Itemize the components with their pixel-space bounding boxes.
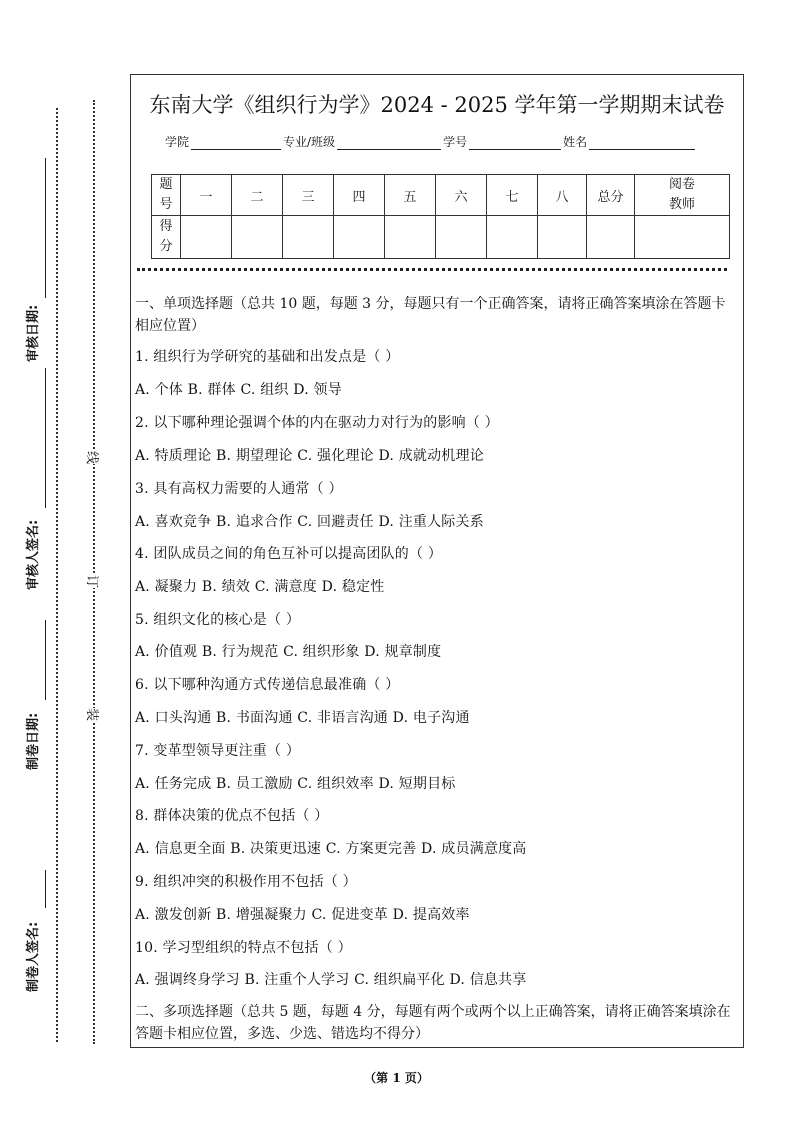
col-header: 六 — [436, 175, 487, 216]
student-info-row — [165, 133, 697, 150]
question-options: A. 凝聚力 B. 绩效 C. 满意度 D. 稳定性 — [135, 579, 385, 595]
question-options: A. 口头沟通 B. 书面沟通 C. 非语言沟通 D. 电子沟通 — [135, 710, 470, 726]
question-text: 8. 群体决策的优点不包括（ ） — [135, 808, 329, 824]
question-text: 5. 组织文化的核心是（ ） — [135, 612, 301, 628]
score-cell[interactable] — [436, 216, 487, 259]
question-options: A. 激发创新 B. 增强凝聚力 C. 促进变革 D. 提高效率 — [135, 907, 470, 923]
question-options: A. 价值观 B. 行为规范 C. 组织形象 D. 规章制度 — [135, 644, 442, 660]
question-options: A. 个体 B. 群体 C. 组织 D. 领导 — [135, 382, 342, 398]
dotted-separator — [137, 268, 727, 271]
cut-mark-zhuang: 装 — [84, 708, 103, 721]
question-text: 2. 以下哪种理论强调个体的内在驱动力对行为的影响（ ） — [135, 415, 499, 431]
score-cell[interactable] — [385, 216, 436, 259]
student-id-field[interactable] — [469, 137, 561, 150]
score-cell[interactable] — [232, 216, 283, 259]
reviewer-date-line — [45, 158, 46, 298]
cut-mark-ding: 订 — [84, 575, 103, 588]
name-label: 姓名 — [563, 135, 588, 149]
student-id-label: 学号 — [443, 135, 468, 149]
score-cell[interactable] — [587, 216, 635, 259]
col-header: 五 — [385, 175, 436, 216]
score-cell[interactable] — [538, 216, 587, 259]
col-header: 三 — [283, 175, 334, 216]
col-header: 七 — [487, 175, 538, 216]
question-text: 4. 团队成员之间的角色互补可以提高团队的（ ） — [135, 546, 443, 562]
question-options: A. 任务完成 B. 员工激励 C. 组织效率 D. 短期目标 — [135, 776, 456, 792]
exam-sheet — [130, 74, 744, 1048]
exam-title: 东南大学《组织行为学》2024 - 2025 学年第一学期期末试卷 — [149, 93, 725, 117]
college-field[interactable] — [191, 137, 281, 150]
section-2-heading: 二、多项选择题（总共 5 题，每题 4 分，每题有两个或两个以上正确答案，请将正确答案填涂在答题卡相应位置，多选、少选、错选均不得分） — [135, 1004, 731, 1042]
cut-dotted-line — [93, 100, 95, 1044]
question-text: 6. 以下哪种沟通方式传递信息最准确（ ） — [135, 677, 400, 693]
col-header: 四 — [334, 175, 385, 216]
col-header: 二 — [232, 175, 283, 216]
name-field[interactable] — [589, 137, 695, 150]
question-text: 1. 组织行为学研究的基础和出发点是（ ） — [135, 349, 400, 365]
reviewer-sign-line — [45, 368, 46, 508]
header-label-cell: 题 号 — [152, 175, 181, 216]
score-cell[interactable] — [283, 216, 334, 259]
cut-mark-xian: 线 — [84, 451, 103, 464]
section-1-heading: 一、单项选择题（总共 10 题，每题 3 分，每题只有一个正确答案，请将正确答案填涂在答题卡相应位置） — [135, 296, 726, 334]
col-header: 八 — [538, 175, 587, 216]
outer-dotted-line — [56, 108, 58, 1042]
score-cell[interactable] — [487, 216, 538, 259]
score-cell[interactable] — [334, 216, 385, 259]
question-options: A. 特质理论 B. 期望理论 C. 强化理论 D. 成就动机理论 — [135, 448, 484, 464]
reviewer-header-cell: 阅卷 教师 — [635, 175, 730, 216]
col-header: 一 — [181, 175, 232, 216]
question-text: 3. 具有高权力需要的人通常（ ） — [135, 481, 343, 497]
question-text: 9. 组织冲突的积极作用不包括（ ） — [135, 874, 357, 890]
question-options: A. 喜欢竞争 B. 追求合作 C. 回避责任 D. 注重人际关系 — [135, 514, 484, 530]
score-cell[interactable] — [181, 216, 232, 259]
question-options: A. 强调终身学习 B. 注重个人学习 C. 组织扁平化 D. 信息共享 — [135, 972, 527, 988]
college-label: 学院 — [165, 135, 190, 149]
reviewer-cell[interactable] — [635, 216, 730, 259]
score-label-cell: 得 分 — [152, 216, 181, 259]
maker-date-line — [45, 620, 46, 700]
major-field[interactable] — [337, 137, 441, 150]
question-text: 7. 变革型领导更注重（ ） — [135, 743, 301, 759]
col-header: 总分 — [587, 175, 635, 216]
major-label: 专业/班级 — [283, 135, 336, 149]
question-text: 10. 学习型组织的特点不包括（ ） — [135, 940, 352, 956]
question-options: A. 信息更全面 B. 决策更迅速 C. 方案更完善 D. 成员满意度高 — [135, 841, 527, 857]
score-table — [151, 174, 730, 259]
page-number: （第 1 页） — [364, 1071, 429, 1085]
maker-sign-line — [45, 870, 46, 908]
